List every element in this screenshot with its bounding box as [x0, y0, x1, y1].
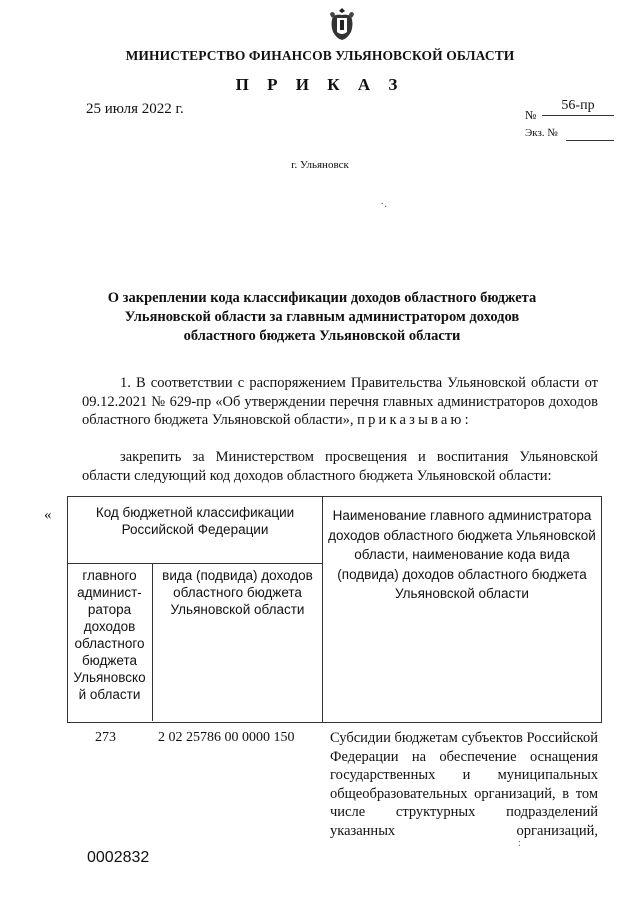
table-divider	[67, 563, 322, 564]
header-budget-code: Код бюджетной классификации Российской Федерации	[95, 505, 295, 537]
ministry-name: МИНИСТЕРСТВО ФИНАНСОВ УЛЬЯНОВСКОЙ ОБЛАСТИ	[125, 48, 515, 63]
header-administrator-name: Наименование главного администратора доходов областного бюджета Ульяновской области, наименование кода вида (подвида) доходов областного бюджета Ульяновской области	[328, 508, 596, 601]
scan-speck: .	[381, 196, 384, 207]
row-description: Субсидии бюджетам субъектов Российской Федерации на обеспечение оснащения государственных и муниципальных общеобразовательных организаций, в том числе структурных подразделений указанных организаций,	[330, 730, 598, 839]
header-line: ратора	[87, 602, 132, 617]
table-divider	[322, 496, 323, 722]
document-serial-number: 0002832	[87, 849, 150, 866]
row-admin-code: 273	[95, 730, 116, 745]
coat-of-arms-emblem	[329, 6, 355, 42]
preamble-paragraph	[82, 374, 598, 430]
title-line: О закреплении кода классификации доходов областного бюджета	[107, 290, 537, 306]
header-line: главного	[82, 568, 137, 583]
table-divider	[152, 563, 153, 721]
copy-number-line	[566, 140, 614, 141]
header-line: доходов	[83, 619, 136, 634]
city: г. Ульяновск	[291, 159, 349, 171]
order-number: 56-пр	[542, 98, 614, 116]
header-line: админист-	[77, 585, 142, 600]
order-title	[80, 289, 564, 346]
document-type: П Р И К А З	[235, 75, 405, 94]
order-word: приказываю:	[357, 412, 472, 428]
header-revenue-kind: вида (подвида) доходов областного бюджета Ульяновской области	[162, 568, 313, 617]
header-line: областного	[74, 636, 145, 651]
order-number-label: №	[525, 108, 537, 122]
header-line: Ульяновско	[73, 670, 146, 685]
row-revenue-code: 2 02 25786 00 0000 150	[158, 730, 295, 745]
preamble-text: 1. В соответствии с распоряжением Правительства Ульяновской области от 09.12.2021 № 629-пр «Об утверждении перечня главных администраторов доходов областного бюджета Ульяновской области»,	[82, 375, 598, 428]
assignment-paragraph: закрепить за Министерством просвещения и воспитания Ульяновской области следующий код доходов областного бюджета Ульяновской области:	[82, 449, 598, 484]
order-date: 25 июля 2022 г.	[86, 101, 184, 117]
header-line: й области	[78, 687, 141, 702]
title-line: Ульяновской области за главным администратором доходов	[124, 309, 520, 325]
scan-speck: ·	[384, 202, 388, 213]
scan-speck: :	[518, 838, 521, 849]
title-line: областного бюджета Ульяновской области	[183, 328, 461, 344]
copy-number-label: Экз. №	[525, 127, 558, 139]
header-chief-administrator	[68, 567, 151, 703]
header-line: бюджета	[81, 653, 138, 668]
opening-quote: «	[44, 507, 52, 523]
